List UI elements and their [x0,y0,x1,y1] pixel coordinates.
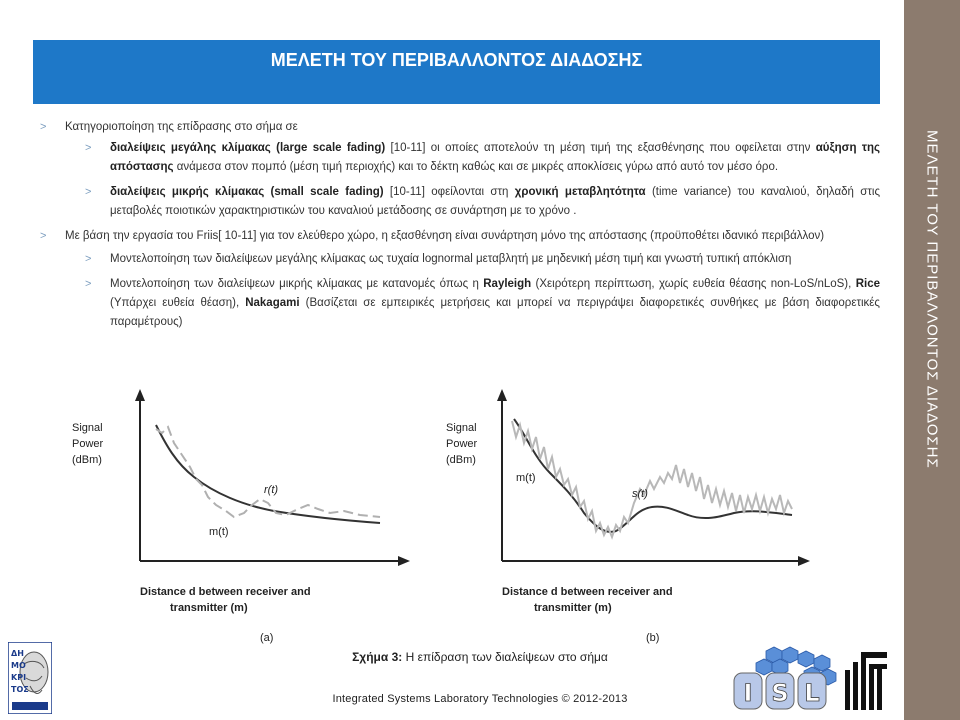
bullet-list [40,118,880,338]
sub-bullet-item [40,275,880,332]
curve-r-t [156,427,380,517]
footer-text: Integrated Systems Laboratory Technologies © 2012-2013 [332,693,628,705]
bold-term: αύξηση της απόστασης [110,142,880,173]
fading-figure [64,385,824,665]
panel-a [72,389,410,644]
democritus-logo [8,642,52,714]
label-m-t: m(t) [516,472,536,484]
svg-text:I: I [743,679,753,707]
bold-term: διαλείψεις μικρής κλίμακας (small scale fading) [110,186,384,198]
bullet-text: [10-11] οφείλονται στη [383,186,515,198]
x-axis-label-line2: transmitter (m) [534,602,612,614]
bold-term: Nakagami [245,297,300,309]
bold-term: διαλείψεις μεγάλης κλίμακας (large scale fading) [110,142,386,154]
bullet-text: Κατηγοριοποίηση της επίδρασης στο σήμα σε [65,121,298,133]
label-r-t: r(t) [264,484,279,496]
bullet-text: (time variance) του καναλιού, δηλαδή στις μεταβολές ποιοτικών χαρακτηριστικών του καναλιού μετάδοσης σε συνάρτηση με το χρόνο . [110,186,880,217]
x-axis-label-line1: Distance d between receiver and [140,586,311,598]
bullet-text: [10-11] οι οποίες αποτελούν τη μέση τιμή της εξασθένησης που οφείλεται στην [385,142,816,154]
bullet-text: Μοντελοποίηση των διαλείψεων μικρής κλίμακας με κατανομές όπως η [110,278,484,290]
side-title: ΜΕΛΕΤΗ ΤΟΥ ΠΕΡΙΒΑΛΛΟΝΤΟΣ ΔΙΑΔΟΣΗΣ [923,130,941,469]
y-axis-arrow-icon [497,389,507,401]
label-m-t: m(t) [209,526,229,538]
caption-label: Σχήμα 3: [352,650,403,664]
y-axis-arrow-icon [135,389,145,401]
bullet-arrow-icon: > [85,142,92,154]
side-band [904,0,960,720]
bullet-text: ανάμεσα στον πομπό (μέση τιμή περιοχής) και το δέκτη καθώς και σε μικρές αποκλίσεις γύρω από αυτό τον μέσο όρο. [173,161,779,173]
isl-logo [726,645,838,717]
caption-text: Η επίδραση των διαλείψεων στο σήμα [402,650,608,664]
bullet-arrow-icon: > [85,186,92,198]
y-axis-label-line2: Power [72,438,104,450]
bullet-text: Μοντελοποίηση των διαλείψεων μεγάλης κλίμακας ως τυχαία lognormal μεταβλητή με μηδενική μέση τιμή και γνωστή τυπική απόκλιση [110,253,792,265]
x-axis-arrow-icon [798,556,810,566]
sub-bullet-item [40,183,880,221]
bullet-arrow-icon: > [40,230,47,242]
bullet-text: Με βάση την εργασία του Friis[ 10-11] για τον ελεύθερο χώρο, η εξασθένηση είναι συνάρτηση μόνο της απόστασης (προϋποθέτει ιδανικό περιβάλλον) [65,230,825,242]
y-axis-label-line1: Signal [446,422,477,434]
x-axis-arrow-icon [398,556,410,566]
x-axis-label-line1: Distance d between receiver and [502,586,673,598]
bullet-text: (Υπάρχει ευθεία θέαση), [110,297,246,309]
bold-term: Rice [855,278,880,290]
svg-text:ΔΗ: ΔΗ [11,649,24,658]
panel-label-b: (b) [646,632,660,644]
svg-text:ΜΟ: ΜΟ [11,661,26,670]
y-axis-label-line3: (dBm) [72,454,102,466]
x-axis-label-line2: transmitter (m) [170,602,248,614]
bullet-item [40,118,880,137]
title-bar [33,40,880,104]
bullet-item [40,227,880,246]
bullet-arrow-icon: > [85,253,92,265]
svg-text:L: L [804,679,820,707]
curve-s-t [512,421,792,537]
bullet-text: (Βασίζεται σε εμπειρικές μετρήσεις και μπορεί να περιγράψει διαφορετικές συνθήκες με βάση διαφορετικές παραμέτρους) [110,297,880,328]
bullet-arrow-icon: > [40,121,47,133]
y-axis-label-line2: Power [446,438,478,450]
svg-text:ΤΟΣ: ΤΟΣ [11,685,29,694]
y-axis-label-line3: (dBm) [446,454,476,466]
bold-term: χρονική μεταβλητότητα [514,186,646,198]
y-axis-label-line1: Signal [72,422,103,434]
svg-text:ΚΡΙ: ΚΡΙ [11,673,27,682]
institute-logo [843,642,889,714]
label-s-t: s(t) [632,488,648,500]
panel-label-a: (a) [260,632,274,644]
bullet-text: (Χειρότερη περίπτωση, χωρίς ευθεία θέασης non-LoS/nLoS), [531,278,856,290]
svg-text:S: S [771,679,789,707]
bold-term: Rayleigh [483,278,532,290]
sub-bullet-item [40,139,880,177]
panel-b [446,389,810,644]
slide-title: ΜΕΛΕΤΗ ΤΟΥ ΠΕΡΙΒΑΛΛΟΝΤΟΣ ΔΙΑΔΟΣΗΣ [270,50,643,70]
bullet-arrow-icon: > [85,278,92,290]
sub-bullet-item [40,250,880,269]
curve-m-t [156,425,380,523]
